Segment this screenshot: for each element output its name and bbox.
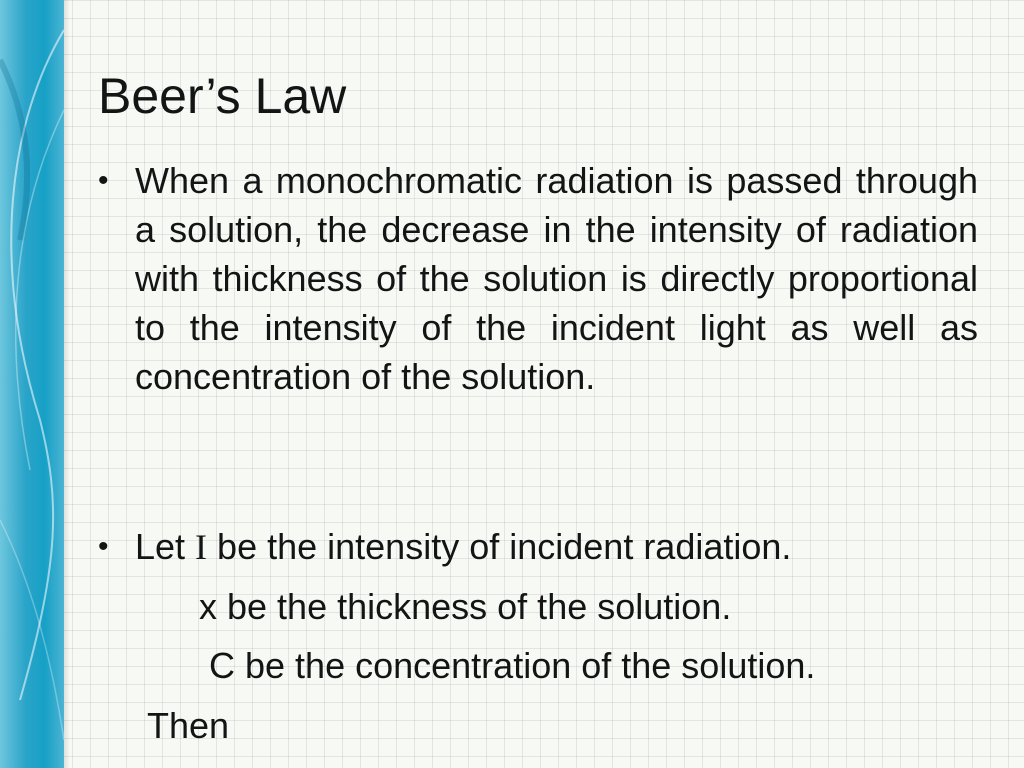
let-prefix: Let	[135, 526, 196, 567]
bullet-variables-text	[135, 522, 978, 572]
bullet-definition-text: When a monochromatic radiation is passed through a solution, the decrease in the intensity of radiation with thickness of the solution is directly proportional to the intensity of the incident light as well as concentration of the solution.	[135, 160, 978, 397]
concentration-definition: C be the concentration of the solution.	[209, 645, 816, 686]
bullet-variables	[98, 522, 978, 572]
intensity-description: be the intensity of incident radiation.	[207, 526, 792, 567]
side-band-shadow	[64, 0, 70, 768]
bullet-icon: •	[98, 164, 109, 197]
intensity-symbol: I	[195, 527, 208, 567]
swirl-decoration-icon	[0, 0, 64, 768]
thickness-definition: x be the thickness of the solution.	[199, 586, 732, 627]
then-text: Then	[147, 705, 230, 746]
bullet-icon: •	[98, 530, 109, 563]
bullet-definition	[98, 156, 978, 401]
slide-title: Beer’s Law	[98, 68, 347, 124]
decorative-side-band	[0, 0, 64, 768]
